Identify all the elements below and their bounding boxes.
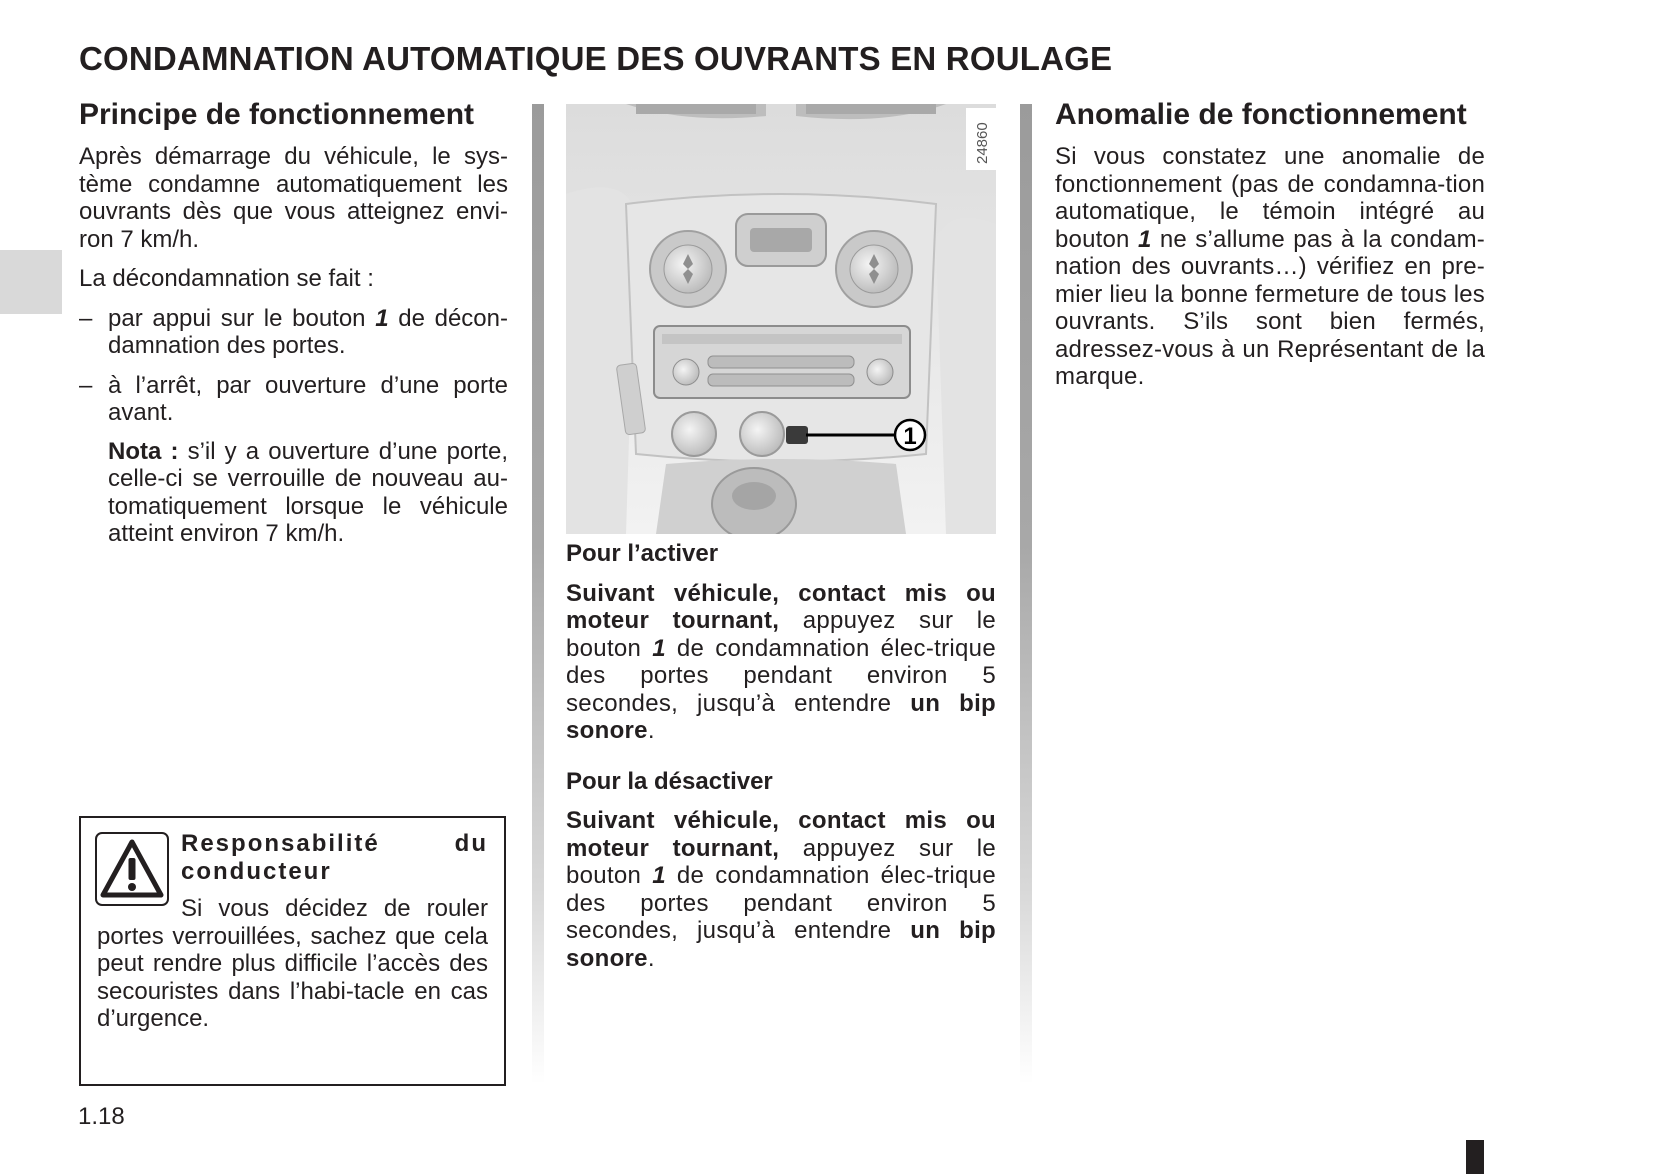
left-column: [79, 98, 508, 548]
warning-icon-frame: [95, 832, 169, 906]
warning-text: Si vous décidez de rouler portes verrouillées, sachez que cela peut rendre plus difficile l’accès des secouristes dans l’habi-tacle en cas d’urgence.: [97, 895, 488, 1032]
column-divider-left: [532, 104, 544, 1084]
column-divider-right: [1020, 104, 1032, 1084]
period: .: [647, 717, 655, 744]
activate-heading: Pour l’activer: [566, 540, 719, 567]
page-number: 1.18: [78, 1103, 125, 1130]
middle-column: [566, 540, 996, 972]
section-tab: [0, 250, 62, 314]
bullet-dash: –: [79, 371, 93, 399]
anomaly-text: [1055, 143, 1485, 391]
button-ref: 1: [652, 862, 666, 889]
deactivate-instructions-cont: de condamnation élec-trique des portes pendant environ 5 secondes, jusqu’à entendre: [566, 862, 996, 944]
warning-box: [79, 816, 506, 1086]
activate-text: [566, 580, 996, 745]
figure-reference: 24860: [974, 122, 991, 164]
callout-number: 1: [903, 423, 917, 450]
beep-text: un bip sonore: [566, 689, 997, 744]
unlock-intro: La décondamnation se fait :: [79, 265, 374, 292]
activate-instructions-cont: de condamnation élec-trique des portes pendant environ 5 secondes, jusqu’à entendre: [566, 634, 996, 717]
anomaly-text-end: ne s’allume pas à la condam-nation des ouvrants…) vérifiez en pre-mier lieu la bonne fermeture de tous les ouvrants. S’ils sont bien fermés, adressez-vous à un Représentant de la marque.: [1055, 225, 1485, 390]
period: .: [647, 944, 655, 972]
warning-triangle-icon: [100, 838, 164, 900]
button-ref: 1: [1137, 225, 1152, 253]
bullet-text: de décon-damnation des portes.: [108, 304, 508, 359]
deactivate-text: [566, 807, 996, 972]
bullet-unlock-button: [79, 305, 508, 360]
button-ref: 1: [375, 304, 389, 332]
principle-intro: Après démarrage du véhicule, le sys-tème condamne automatiquement les ouvrants dès que vous atteignez envi-ron 7 km/h.: [79, 143, 508, 253]
right-column: [1055, 98, 1485, 391]
principle-heading: Principe de fonctionnement: [79, 98, 475, 131]
deactivate-heading: Pour la désactiver: [566, 767, 773, 795]
beep-text: un bip sonore: [566, 917, 997, 972]
dashboard-illustration: [566, 104, 996, 534]
nota-note: [79, 438, 508, 548]
activate-instructions: appuyez sur le bouton: [566, 607, 996, 662]
bullet-dash: –: [79, 304, 93, 332]
nota-label: Nota :: [108, 437, 179, 465]
warning-title: Responsabilité du conducteur: [181, 830, 488, 885]
anomaly-heading: Anomalie de fonctionnement: [1055, 98, 1467, 131]
dashboard-photo: [566, 104, 996, 534]
deactivate-instructions: appuyez sur le bouton: [566, 834, 996, 889]
corner-mark: [1466, 1140, 1484, 1174]
nota-text: s’il y a ouverture d’une porte, celle-ci se verrouille de nouveau au-tomatiquement lorsque le véhicule atteint environ 7 km/h.: [108, 437, 508, 547]
page-title: CONDAMNATION AUTOMATIQUE DES OUVRANTS EN ROULAGE: [79, 40, 1113, 77]
button-ref: 1: [652, 634, 666, 662]
activate-condition: Suivant véhicule, contact mis ou moteur tournant,: [566, 579, 996, 634]
anomaly-text-start: Si vous constatez une anomalie de fonctionnement (pas de condamna-tion automatique, le témoin intégré au bouton: [1055, 143, 1485, 253]
bullet-text: par appui sur le bouton: [108, 304, 376, 332]
bullet-door-open: [79, 372, 508, 427]
deactivate-condition: Suivant véhicule, contact mis ou moteur tournant,: [566, 807, 996, 862]
bullet-text: à l’arrêt, par ouverture d’une porte avant.: [108, 371, 508, 426]
